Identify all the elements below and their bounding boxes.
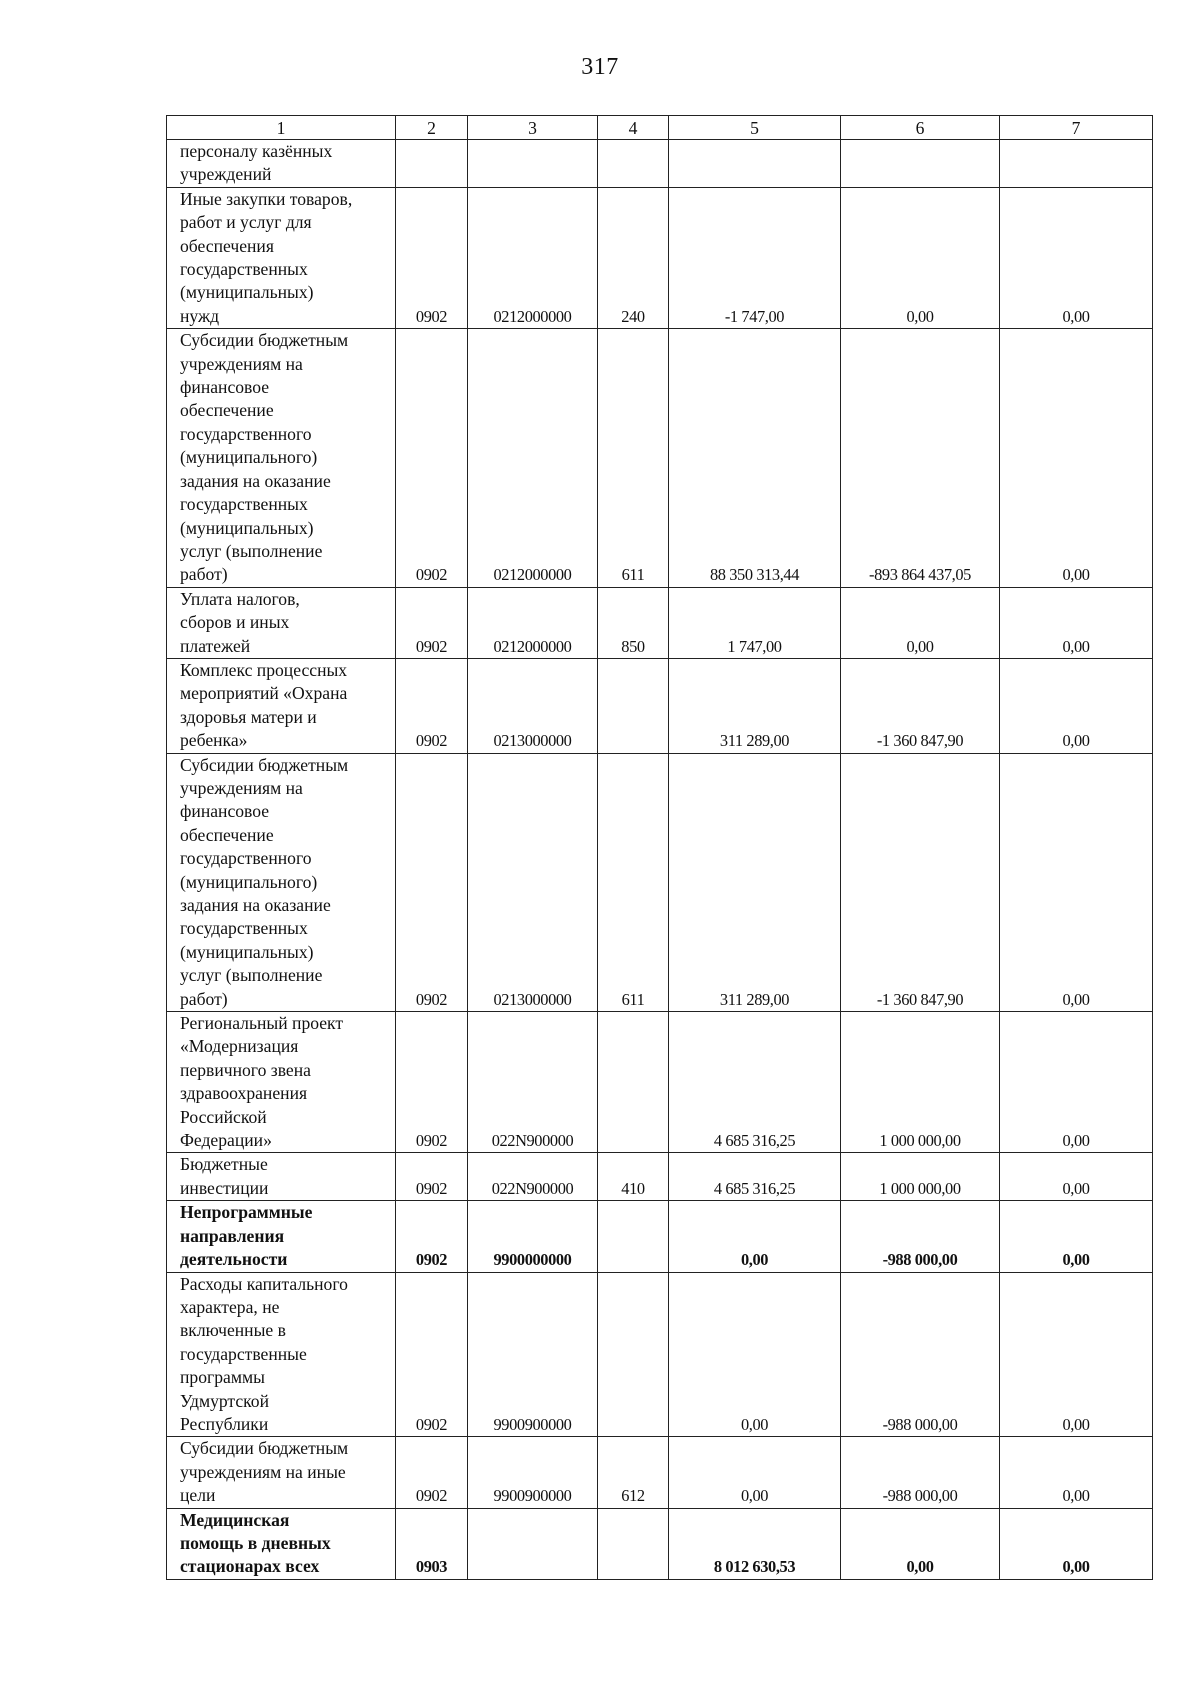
amount-col6-cell: 0,00 (841, 1508, 1000, 1579)
target-article-cell: 0213000000 (468, 753, 598, 1011)
amount-col7-cell: 0,00 (1000, 1272, 1153, 1437)
table-row (167, 1272, 1153, 1437)
page-number: 317 (581, 54, 619, 80)
amount-col5-cell: 0,00 (669, 1272, 841, 1437)
section-code-cell: 0902 (396, 1201, 468, 1272)
row-name-cell: Иные закупки товаров, работ и услуг для обеспечения государственных (муниципальных) нужд (167, 187, 396, 328)
row-name-cell: Медицинская помощь в дневных стационарах всех (167, 1508, 396, 1579)
table-row (167, 1201, 1153, 1272)
amount-col5-cell: 1 747,00 (669, 587, 841, 658)
row-name-cell: Бюджетные инвестиции (167, 1153, 396, 1201)
table-row (167, 753, 1153, 1011)
expense-type-cell: 850 (598, 587, 669, 658)
target-article-cell: 022N900000 (468, 1012, 598, 1153)
table-row (167, 587, 1153, 658)
section-code-cell: 0902 (396, 587, 468, 658)
amount-col6-cell: -988 000,00 (841, 1437, 1000, 1508)
table-row (167, 140, 1153, 188)
amount-col6-cell: 1 000 000,00 (841, 1153, 1000, 1201)
amount-col7-cell: 0,00 (1000, 329, 1153, 587)
row-name-cell: Субсидии бюджетным учреждениям на финансовое обеспечение государственного (муниципального) задания на оказание государственных (муниципальных) услуг (выполнение работ) (167, 329, 396, 587)
amount-col6-cell: -1 360 847,90 (841, 658, 1000, 753)
table-row (167, 329, 1153, 587)
amount-col7-cell: 0,00 (1000, 753, 1153, 1011)
table-row (167, 1437, 1153, 1508)
amount-col6-cell: -988 000,00 (841, 1272, 1000, 1437)
amount-col6-cell: -988 000,00 (841, 1201, 1000, 1272)
target-article-cell: 9900900000 (468, 1437, 598, 1508)
table-row (167, 1153, 1153, 1201)
amount-col5-cell: 8 012 630,53 (669, 1508, 841, 1579)
expense-type-cell (598, 140, 669, 188)
column-header-6: 6 (841, 116, 1000, 140)
target-article-cell: 0212000000 (468, 587, 598, 658)
section-code-cell: 0902 (396, 658, 468, 753)
target-article-cell: 0212000000 (468, 187, 598, 328)
amount-col5-cell: 311 289,00 (669, 753, 841, 1011)
section-code-cell: 0902 (396, 1272, 468, 1437)
expense-type-cell (598, 1201, 669, 1272)
table-row (167, 1508, 1153, 1579)
column-header-3: 3 (468, 116, 598, 140)
amount-col5-cell: 4 685 316,25 (669, 1012, 841, 1153)
amount-col7-cell: 0,00 (1000, 1153, 1153, 1201)
section-code-cell: 0902 (396, 1437, 468, 1508)
target-article-cell: 022N900000 (468, 1153, 598, 1201)
amount-col5-cell: 0,00 (669, 1201, 841, 1272)
amount-col7-cell: 0,00 (1000, 1201, 1153, 1272)
amount-col7-cell (1000, 140, 1153, 188)
row-name-cell: персоналу казённых учреждений (167, 140, 396, 188)
amount-col6-cell: -893 864 437,05 (841, 329, 1000, 587)
row-name-cell: Уплата налогов, сборов и иных платежей (167, 587, 396, 658)
amount-col7-cell: 0,00 (1000, 587, 1153, 658)
target-article-cell: 9900000000 (468, 1201, 598, 1272)
section-code-cell: 0902 (396, 329, 468, 587)
amount-col6-cell (841, 140, 1000, 188)
expense-type-cell (598, 1012, 669, 1153)
amount-col5-cell (669, 140, 841, 188)
amount-col6-cell: 1 000 000,00 (841, 1012, 1000, 1153)
target-article-cell (468, 140, 598, 188)
table-body (167, 140, 1153, 1580)
header-row (167, 116, 1153, 140)
budget-table (166, 115, 1153, 1580)
section-code-cell: 0903 (396, 1508, 468, 1579)
amount-col5-cell: 0,00 (669, 1437, 841, 1508)
section-code-cell: 0902 (396, 753, 468, 1011)
row-name-cell: Непрограммные направления деятельности (167, 1201, 396, 1272)
table-row (167, 1012, 1153, 1153)
target-article-cell (468, 1508, 598, 1579)
section-code-cell: 0902 (396, 187, 468, 328)
row-name-cell: Региональный проект «Модернизация первичного звена здравоохранения Российской Федерации» (167, 1012, 396, 1153)
target-article-cell: 0213000000 (468, 658, 598, 753)
amount-col6-cell: -1 360 847,90 (841, 753, 1000, 1011)
amount-col7-cell: 0,00 (1000, 658, 1153, 753)
amount-col7-cell: 0,00 (1000, 1508, 1153, 1579)
row-name-cell: Расходы капитального характера, не включенные в государственные программы Удмуртской Республики (167, 1272, 396, 1437)
column-header-5: 5 (669, 116, 841, 140)
expense-type-cell (598, 1508, 669, 1579)
expense-type-cell: 611 (598, 329, 669, 587)
table-row (167, 658, 1153, 753)
expense-type-cell: 611 (598, 753, 669, 1011)
expense-type-cell (598, 1272, 669, 1437)
expense-type-cell: 612 (598, 1437, 669, 1508)
amount-col5-cell: 311 289,00 (669, 658, 841, 753)
expense-type-cell (598, 658, 669, 753)
column-header-1: 1 (167, 116, 396, 140)
amount-col7-cell: 0,00 (1000, 1437, 1153, 1508)
column-header-2: 2 (396, 116, 468, 140)
row-name-cell: Субсидии бюджетным учреждениям на иные цели (167, 1437, 396, 1508)
amount-col7-cell: 0,00 (1000, 1012, 1153, 1153)
table-row (167, 187, 1153, 328)
section-code-cell (396, 140, 468, 188)
row-name-cell: Субсидии бюджетным учреждениям на финансовое обеспечение государственного (муниципального) задания на оказание государственных (муниципальных) услуг (выполнение работ) (167, 753, 396, 1011)
amount-col6-cell: 0,00 (841, 187, 1000, 328)
section-code-cell: 0902 (396, 1153, 468, 1201)
target-article-cell: 0212000000 (468, 329, 598, 587)
column-header-7: 7 (1000, 116, 1153, 140)
amount-col5-cell: 88 350 313,44 (669, 329, 841, 587)
amount-col5-cell: -1 747,00 (669, 187, 841, 328)
expense-type-cell: 410 (598, 1153, 669, 1201)
target-article-cell: 9900900000 (468, 1272, 598, 1437)
expense-type-cell: 240 (598, 187, 669, 328)
amount-col7-cell: 0,00 (1000, 187, 1153, 328)
amount-col6-cell: 0,00 (841, 587, 1000, 658)
section-code-cell: 0902 (396, 1012, 468, 1153)
column-header-4: 4 (598, 116, 669, 140)
amount-col5-cell: 4 685 316,25 (669, 1153, 841, 1201)
row-name-cell: Комплекс процессных мероприятий «Охрана здоровья матери и ребенка» (167, 658, 396, 753)
